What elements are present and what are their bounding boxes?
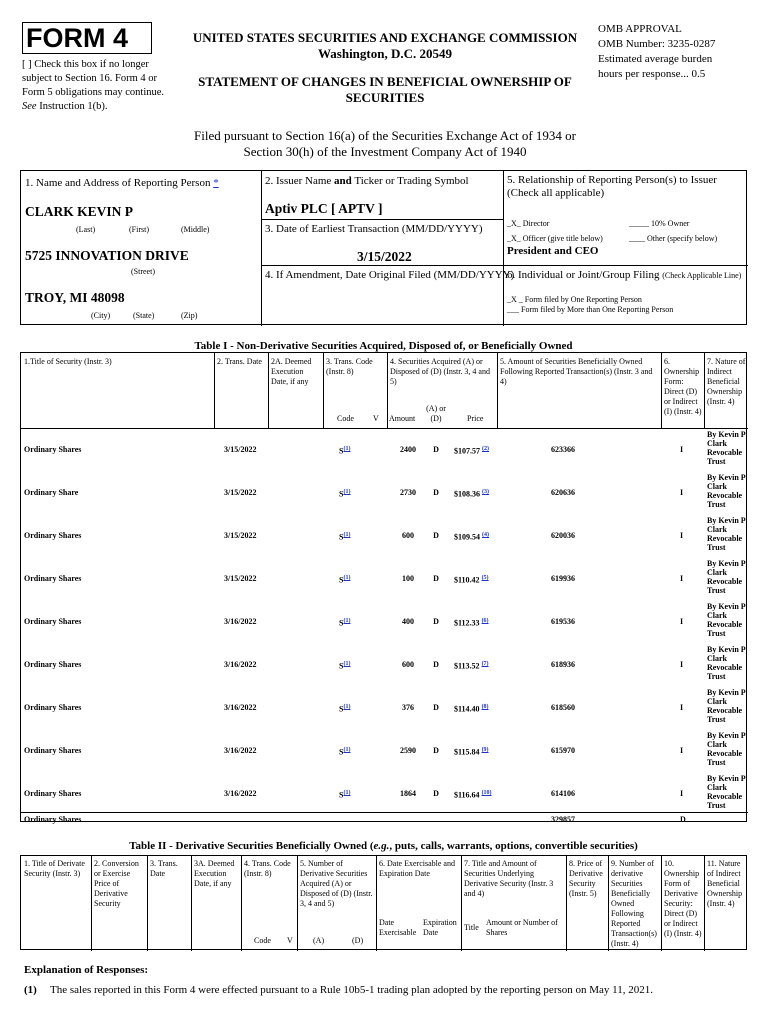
row-form: I: [680, 617, 684, 626]
row-form: I: [680, 789, 684, 798]
row-title: Ordinary Shares: [24, 445, 82, 454]
code-footnote-link[interactable]: (1): [343, 489, 351, 495]
row-title: Ordinary Shares: [24, 531, 82, 540]
row-date: 3/16/2022: [224, 703, 257, 712]
row-owned: 614106: [551, 789, 575, 798]
code-footnote-link[interactable]: (1): [343, 661, 351, 667]
price-footnote-link[interactable]: (5): [481, 575, 489, 581]
last-row-title: Ordinary Shares: [24, 815, 82, 824]
row-nature: By Kevin P Clark Revocable Trust: [707, 774, 746, 810]
row-title: Ordinary Shares: [24, 789, 82, 798]
row-nature: By Kevin P Clark Revocable Trust: [707, 473, 746, 509]
price-footnote-link[interactable]: (8): [481, 704, 489, 710]
row-owned: 618560: [551, 703, 575, 712]
row-date: 3/16/2022: [224, 660, 257, 669]
one-person-check: _X _ Form filed by One Reporting Person: [507, 295, 642, 304]
row-code: $S^{(1)}$: [339, 532, 351, 542]
box2-label: 2. Issuer Name and Ticker or Trading Symbol: [265, 175, 469, 187]
issuer-name: Aptiv PLC [ APTV ]: [265, 201, 383, 216]
row-owned: 623366: [551, 445, 575, 454]
row-code: $S^{(1)}$: [339, 661, 351, 671]
row-form: I: [680, 660, 684, 669]
row-form: I: [680, 574, 684, 583]
row-ad: D: [433, 531, 439, 540]
price-footnote-link[interactable]: (3): [482, 489, 489, 495]
last-row-form: D: [680, 815, 686, 824]
row-form: I: [680, 488, 684, 497]
row-form: I: [680, 445, 684, 454]
row-title: Ordinary Shares: [24, 574, 82, 583]
row-form: I: [680, 531, 684, 540]
row-nature: By Kevin P Clark Revocable Trust: [707, 430, 746, 466]
row-code: $S^{(1)}$: [339, 747, 351, 757]
price-footnote-link[interactable]: (4): [482, 532, 489, 538]
row-amount: 100: [402, 574, 414, 583]
row-ad: D: [433, 488, 439, 497]
box5-label: 5. Relationship of Reporting Person(s) to Issuer (Check all applicable): [507, 174, 717, 199]
row-price: $116.64 $^{(10)}$: [454, 790, 492, 800]
row-amount: 600: [402, 531, 414, 540]
earliest-date: 3/15/2022: [357, 249, 412, 264]
price-footnote-link[interactable]: (7): [481, 661, 489, 667]
row-amount: 2590: [400, 746, 416, 755]
row-amount: 400: [402, 617, 414, 626]
row-code: $S^{(1)}$: [339, 618, 351, 628]
row-price: $113.52 $^{(7)}$: [454, 661, 489, 671]
row-title: Ordinary Shares: [24, 703, 82, 712]
row-amount: 376: [402, 703, 414, 712]
row-owned: 619536: [551, 617, 575, 626]
row-owned: 615970: [551, 746, 575, 755]
row-price: $110.42 $^{(5)}$: [454, 575, 489, 585]
box1-label: 1. Name and Address of Reporting Person *: [25, 177, 219, 189]
filed-pursuant: Filed pursuant to Section 16(a) of the Securities Exchange Act of 1934 or Section 30(h) of the Investment Company Act of 1940: [194, 128, 576, 159]
other-check: ____ Other (specify below): [629, 234, 718, 243]
row-amount: 1864: [400, 789, 416, 798]
row-nature: By Kevin P Clark Revocable Trust: [707, 731, 746, 767]
row-nature: By Kevin P Clark Revocable Trust: [707, 645, 746, 681]
row-ad: D: [433, 445, 439, 454]
price-footnote-link[interactable]: (9): [481, 747, 489, 753]
more-person-check: ___ Form filed by More than One Reporting Person: [507, 305, 674, 314]
code-footnote-link[interactable]: (1): [343, 575, 351, 581]
price-footnote-link[interactable]: (10): [481, 790, 492, 796]
table1-title: Table I - Non-Derivative Securities Acquired, Disposed of, or Beneficially Owned: [194, 340, 573, 352]
row-form: I: [680, 746, 684, 755]
row-form: I: [680, 703, 684, 712]
row-amount: 600: [402, 660, 414, 669]
row-price: $112.33 $^{(6)}$: [454, 618, 489, 628]
row-title: Ordinary Shares: [24, 617, 82, 626]
officer-check: _X_ Officer (give title below): [507, 234, 603, 243]
price-footnote-link[interactable]: (6): [481, 618, 489, 624]
row-price: $108.36 $^{(3)}$: [454, 489, 489, 499]
sec-title: UNITED STATES SECURITIES AND EXCHANGE COMMISSION Washington, D.C. 20549: [192, 30, 578, 61]
row-nature: By Kevin P Clark Revocable Trust: [707, 602, 746, 638]
row-date: 3/15/2022: [224, 488, 257, 497]
checkbox-note: [ ] Check this box if no longer subject to Section 16. Form 4 or Form 5 obligations may continue. See Instruction 1(b).: [22, 59, 165, 112]
row-ad: D: [433, 789, 439, 798]
row-ad: D: [433, 703, 439, 712]
code-footnote-link[interactable]: (1): [343, 747, 351, 753]
footnote-text: The sales reported in this Form 4 were effected pursuant to a Rule 10b5-1 trading plan adopted by the reporting person on May 11, 2021.: [50, 984, 654, 996]
row-code: $S^{(1)}$: [339, 446, 351, 456]
reporting-name: CLARK KEVIN P: [25, 204, 134, 219]
row-code: $S^{(1)}$: [339, 790, 351, 800]
box4-label: 4. If Amendment, Date Original Filed (MM/DD/YYYY): [265, 269, 515, 281]
row-price: $114.40 $^{(8)}$: [454, 704, 489, 714]
ten-pct-check: _____ 10% Owner: [629, 219, 690, 228]
row-ad: D: [433, 746, 439, 755]
row-code: $S^{(1)}$: [339, 704, 351, 714]
box6-label: 6. Individual or Joint/Group Filing (Check Applicable Line): [507, 269, 742, 281]
row-date: 3/15/2022: [224, 531, 257, 540]
row-price: $109.54 $^{(4)}$: [454, 532, 489, 542]
row-date: 3/15/2022: [224, 445, 257, 454]
row-date: 3/16/2022: [224, 746, 257, 755]
row-price: $107.57 $^{(2)}$: [454, 446, 489, 456]
row-ad: D: [433, 617, 439, 626]
city-state-zip: TROY, MI 48098: [25, 290, 125, 305]
code-footnote-link[interactable]: (1): [343, 704, 351, 710]
last-row-owned: 329857: [551, 815, 575, 824]
row-date: 3/16/2022: [224, 617, 257, 626]
reporting-person-grid: 1. Name and Address of Reporting Person * CLARK KEVIN P (Last) (First) (Middle) 5725 INNOVATION DRIVE (Street) TROY, MI 48098 (City) (State) (Zip) 2. Issuer Name and Ticker or Trading Symbol Aptiv PLC [ APTV ] 3. Date of Earliest Transaction (MM/DD/YYYY) 3/15/2022 4. If Amendment, Date Original Filed (MM/DD/YYYY) 5. Relationship of Reporting Person(s) to Issuer (Check all applicable) _X_ Director _____ 10% Owner _X_ Officer (give title below) ____ Other (specify below) President and CEO 6. Individual or Joint/Group Filing (Check Applicable Line) _X _ Form filed by One Reporting Person ___ Form filed by More than One Reporting Person: [20, 170, 747, 325]
explanation-title: Explanation of Responses:: [24, 964, 149, 976]
row-price: $115.84 $^{(9)}$: [454, 747, 489, 757]
row-ad: D: [433, 660, 439, 669]
row-owned: 619936: [551, 574, 575, 583]
row-amount: 2400: [400, 445, 416, 454]
code-footnote-link[interactable]: (1): [343, 618, 351, 624]
row-amount: 2730: [400, 488, 416, 497]
row-owned: 620036: [551, 531, 575, 540]
row-date: 3/16/2022: [224, 789, 257, 798]
director-check: _X_ Director: [507, 219, 550, 228]
row-code: $S^{(1)}$: [339, 489, 351, 499]
row-title: Ordinary Share: [24, 488, 79, 497]
row-date: 3/15/2022: [224, 574, 257, 583]
row-nature: By Kevin P Clark Revocable Trust: [707, 516, 746, 552]
statement-title: STATEMENT OF CHANGES IN BENEFICIAL OWNERSHIP OF SECURITIES: [198, 74, 572, 105]
row-code: $S^{(1)}$: [339, 575, 351, 585]
table2-title: Table II - Derivative Securities Beneficially Owned (e.g., puts, calls, warrants, options, convertible securities): [129, 840, 638, 852]
box3-label: 3. Date of Earliest Transaction (MM/DD/YYYY): [265, 223, 483, 235]
footnote-number: (1): [24, 984, 37, 996]
code-footnote-link[interactable]: (1): [343, 790, 351, 796]
row-owned: 620636: [551, 488, 575, 497]
table2: 1. Title of Derivate Security (Instr. 3) 2. Conversion or Exercise Price of Derivative Security 3. Trans. Date 3A. Deemed Execution Date, if any 4. Trans. Code (Instr. 8) 5. Number of Derivative Securities Acquired (A) or Disposed of (D) (Instr. 3, 4 and 5) 6. Date Exercisable and Expiration Date 7. Title and Amount of Securities Underlying Derivative Security (Instr. 3 and 4) 8. Price of Derivative Security (Instr. 5) 9. Number of derivative Securities Beneficially Owned Following Reported Transaction(s) (Instr. 4) 10. Ownership Form of Derivative Security: Direct (D) or Indirect (I) (Instr. 4) 11. Nature of Indirect Beneficial Ownership (Instr. 4) Code V (A) (D) Date Exercisable Expiration Date Title Amount or Number of Shares: [20, 855, 747, 950]
omb-approval: OMB APPROVAL OMB Number: 3235-0287 Estimated average burden hours per response... 0.5: [598, 23, 716, 80]
row-owned: 618936: [551, 660, 575, 669]
table1: 1.Title of Security (Instr. 3) 2. Trans. Date 2A. Deemed Execution Date, if any 3. Trans. Code (Instr. 8) 4. Securities Acquired (A) or Disposed of (D) (Instr. 3, 4 and 5) 5. Amount of Securities Beneficially Owned Following Reported Transaction(s) (Instr. 3 and 4) 6. Ownership Form: Direct (D) or Indirect (I) (Instr. 4) 7. Nature of Indirect Beneficial Ownership (Instr. 4) Code V Amount (A) or (D) Price Ordinary Shares 3/15/2022 2400 D 623366 I $S^{(1)}$ $107.57 $^{(2)}$ By Kevin P Clark Revocable Trust Ordinary Share 3/15/2022 2730 D 620636 I $S^{(1)}$ $108.36 $^{(3)}$ By Kevin P Clark Revocable Trust Ordinary Shares 3/15/2022 600 D 620036 I $S^{(1)}$ $109.54 $^{(4)}$ By Kevin P Clark Revocable Trust Ordinary Shares 3/15/2022 100 D 619936 I $S^{(1)}$ $110.42 $^{(5)}$ By Kevin P Clark Revocable Trust Ordinary Shares 3/16/2022 400 D 619536 I $S^{(1)}$ $112.33 $^{(6)}$ By Kevin P Clark Revocable Trust Ordinary Shares 3/16/2022 600 D 618936 I $S^{(1)}$ $113.52 $^{(7)}$ By Kevin P Clark Revocable Trust Ordinary Shares 3/16/2022 376 D 618560 I $S^{(1)}$ $114.40 $^{(8)}$ By Kevin P Clark Revocable Trust Ordinary Shares 3/16/2022 2590 D 615970 I $S^{(1)}$ $115.84 $^{(9)}$ By Kevin P Clark Revocable Trust Ordinary Shares 3/16/2022 1864 D 614106 I $S^{(1)}$ $116.64 $^{(10)}$ By Kevin P Clark Revocable Trust Ordinary Shares 329857 D: [20, 352, 747, 822]
row-ad: D: [433, 574, 439, 583]
row-nature: By Kevin P Clark Revocable Trust: [707, 559, 746, 595]
code-footnote-link[interactable]: (1): [343, 446, 351, 452]
form-title: FORM 4: [22, 22, 152, 54]
price-footnote-link[interactable]: (2): [482, 446, 489, 452]
row-nature: By Kevin P Clark Revocable Trust: [707, 688, 746, 724]
street-address: 5725 INNOVATION DRIVE: [25, 248, 189, 263]
row-title: Ordinary Shares: [24, 746, 82, 755]
officer-title: President and CEO: [507, 245, 599, 257]
row-title: Ordinary Shares: [24, 660, 82, 669]
code-footnote-link[interactable]: (1): [343, 532, 351, 538]
